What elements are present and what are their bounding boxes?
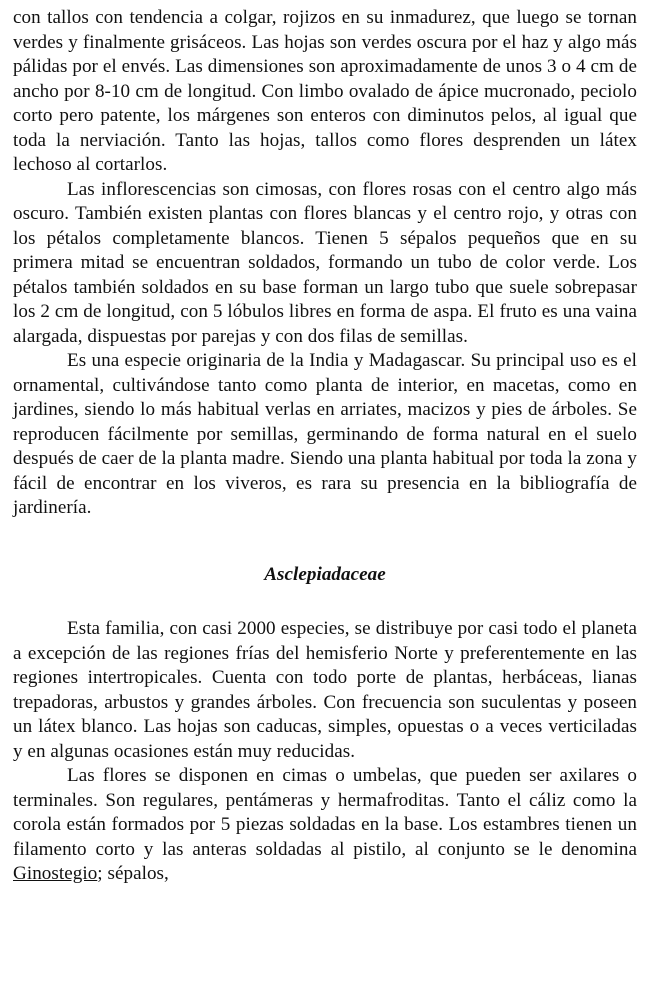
ginostegio-term: Ginostegio	[13, 863, 98, 884]
section-heading-asclepiadaceae: Asclepiadaceae	[264, 563, 386, 585]
paragraph-origin-and-uses: Es una especie originaria de la India y Madagascar. Su principal uso es el ornamental, cultivándose tanto como planta de interior, en macetas, como en jardines, siendo lo más habitual verlas en arriates, macizos y pies de árboles. Se reproducen fácilmente por semillas, germinando de forma natural en el suelo después de caer de la planta madre. Siendo una planta habitual por toda la zona y fácil de encontrar en los viveros, es rara su presencia en la bibliografía de jardinería.	[13, 350, 637, 518]
flowers-text-before: Las flores se disponen en cimas o umbelas, que pueden ser axilares o terminales. Son regulares, pentámeras y hermafroditas. Tanto el cáliz como la corola están formados por 5 piezas soldadas en la base. Los estambres tienen un filamento corto y las anteras soldadas al pistilo, al conjunto se le denomina	[13, 765, 637, 860]
paragraph-stem-leaf-description: con tallos con tendencia a colgar, rojizos en su inmadurez, que luego se tornan verdes y finalmente grisáceos. Las hojas son verdes oscura por el haz y algo más pálidas por el envés. Las dimensiones son aproximadamente de unos 3 o 4 cm de ancho por 8-10 cm de longitud. Con limbo ovalado de ápice mucronado, peciolo corto pero patente, los márgenes son enteros con diminutos pelos, al igual que toda la nerviación. Tanto las hojas, tallos como flores desprenden un látex lechoso al cortarlos.	[13, 7, 637, 175]
paragraph-flowers	[13, 764, 637, 887]
paragraph-family-description: Esta familia, con casi 2000 especies, se distribuye por casi todo el planeta a excepción de las regiones frías del hemisferio Norte y preferentemente en las regiones intertropicales. Cuenta con todo porte de plantas, herbáceas, lianas trepadoras, arbustos y grandes árboles. Con frecuencia son suculentas y poseen un látex blanco. Las hojas son caducas, simples, opuestas o a veces verticiladas y en algunas ocasiones están muy reducidas.	[13, 618, 637, 762]
flowers-text-after: ; sépalos,	[97, 863, 169, 884]
paragraph-inflorescence: Las inflorescencias son cimosas, con flores rosas con el centro algo más oscuro. También existen plantas con flores blancas y el centro rojo, y otras con los pétalos completamente blancos. Tienen 5 sépalos pequeños que en su primera mitad se encuentran soldados, formando un tubo de color verde. Los pétalos también soldados en su base forman un largo tubo que suele sobrepasar los 2 cm de longitud, con 5 lóbulos libres en forma de aspa. El fruto es una vaina alargada, dispuestas por parejas y con dos filas de semillas.	[13, 178, 637, 347]
